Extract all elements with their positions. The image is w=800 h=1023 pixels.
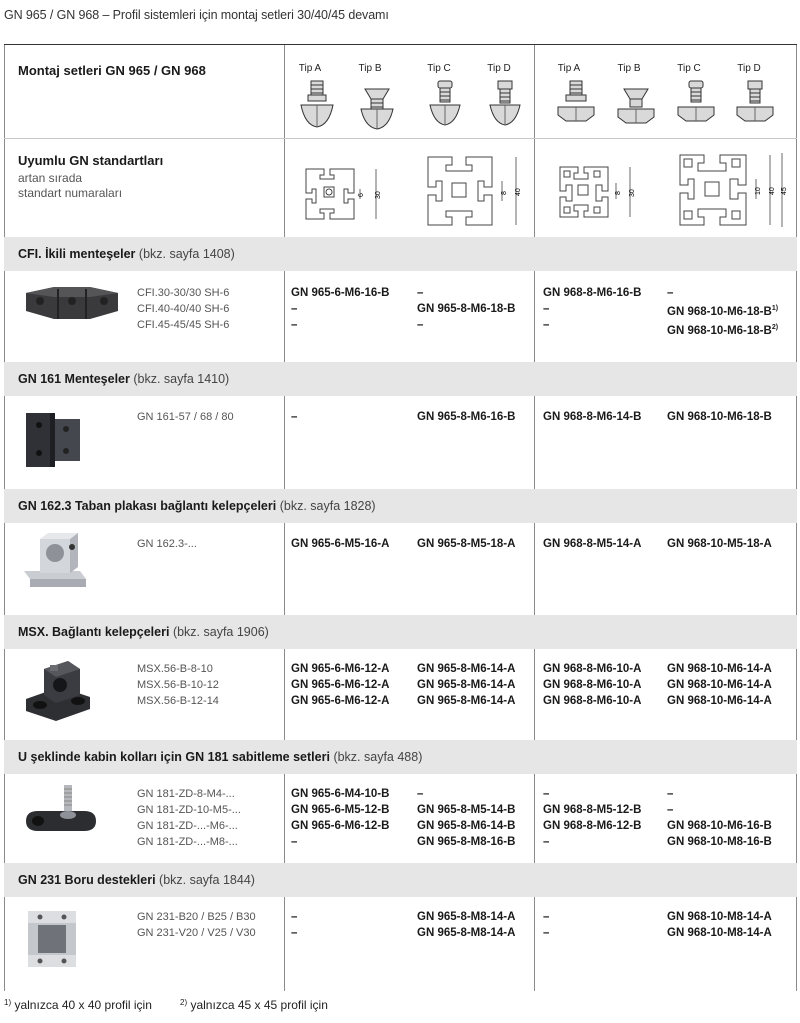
profile-30-968-icon <box>554 161 644 223</box>
gn231-r2-c1: – <box>291 927 298 939</box>
cfi-r1-c3: GN 968-8-M6-16-B <box>543 287 642 299</box>
gn162-r1-c2: GN 965-8-M5-18-A <box>417 538 516 550</box>
standards-header <box>4 139 797 237</box>
tip-c-label-965: Tip C <box>427 63 451 74</box>
section-msx-header <box>4 615 797 649</box>
gn181-r3-c1: GN 965-6-M6-12-B <box>291 820 390 832</box>
profile-30-icon <box>300 163 390 223</box>
cfi-model-1: CFI.30-30/30 SH-6 <box>137 287 230 299</box>
tip-b-label-965: Tip B <box>358 63 382 74</box>
cfi-r3-c2: – <box>417 319 424 331</box>
dim-30-b: 30 <box>629 189 636 197</box>
msx-col-968-10 <box>667 661 772 709</box>
bolt-tip-b-965-icon <box>359 85 395 131</box>
msx-models <box>137 661 219 709</box>
cfi-r1-c1: GN 965-6-M6-16-B <box>291 287 390 299</box>
gn231-col-968-8 <box>543 909 549 941</box>
msx-col-965-8 <box>417 661 515 709</box>
section-gn181-header <box>4 740 797 774</box>
gn231-models <box>137 909 256 941</box>
dim-40-b: 40 <box>769 187 776 195</box>
dim-8-a: 8 <box>501 191 508 195</box>
footnote-1-text: yalnızca 40 x 40 profil için <box>14 998 152 1012</box>
msx-model-3: MSX.56-B-12-14 <box>137 695 219 707</box>
gn231-r2-c3: – <box>543 927 550 939</box>
standards-sub-2: standart numaraları <box>18 186 123 200</box>
gn231-col-968-10 <box>667 909 772 941</box>
gn181-r4-c1: – <box>291 836 298 848</box>
cfi-hinge-image <box>22 283 122 323</box>
section-gn161-header <box>4 362 797 396</box>
profile-45-icon <box>674 149 788 233</box>
gn181-r1-c1: GN 965-6-M4-10-B <box>291 788 390 800</box>
cfi-col-965-8 <box>417 285 515 333</box>
gn231-support-image <box>20 905 84 971</box>
bolt-tip-a-968-icon <box>556 79 596 129</box>
gn231-r1-c4: GN 968-10-M8-14-A <box>667 911 772 923</box>
gn181-r2-c2: GN 965-8-M5-14-B <box>417 804 516 816</box>
dim-6: 6 <box>358 193 365 197</box>
gn162-models <box>137 536 197 552</box>
section-gn162-header <box>4 489 797 523</box>
msx-r3-c2: GN 965-8-M6-14-A <box>417 695 516 707</box>
gn161-models <box>137 409 234 425</box>
dim-10: 10 <box>755 187 762 195</box>
gn231-r2-c2: GN 965-8-M8-14-A <box>417 927 516 939</box>
gn161-model-1: GN 161-57 / 68 / 80 <box>137 411 234 423</box>
dim-40: 40 <box>515 188 522 196</box>
gn181-model-2: GN 181-ZD-10-M5-... <box>137 804 241 816</box>
msx-r3-c3: GN 968-8-M6-10-A <box>543 695 642 707</box>
footnote-2-text: yalnızca 45 x 45 profil için <box>190 998 328 1012</box>
section-gn231-ref: (bkz. sayfa 1844) <box>159 873 255 887</box>
gn231-r1-c1: – <box>291 911 298 923</box>
gn231-model-2: GN 231-V20 / V25 / V30 <box>137 927 256 939</box>
cfi-r2-c1: – <box>291 303 298 315</box>
section-cfi-header <box>4 237 797 271</box>
section-gn181-title: U şeklinde kabin kolları için GN 181 sabitleme setleri <box>18 750 330 764</box>
gn181-col-965-6 <box>291 786 389 850</box>
profile-40-icon <box>422 151 526 231</box>
gn181-r4-c4: GN 968-10-M8-16-B <box>667 836 772 848</box>
section-cfi-ref: (bkz. sayfa 1408) <box>138 247 235 261</box>
gn161-r1-c4: GN 968-10-M6-18-B <box>667 411 772 423</box>
bolt-tip-d-968-icon <box>735 79 775 129</box>
cfi-r2-c3: – <box>543 303 550 315</box>
gn181-r3-c3: GN 968-8-M6-12-B <box>543 820 642 832</box>
bolt-tip-d-965-icon <box>487 79 523 129</box>
bolt-tip-a-965-icon <box>299 79 335 129</box>
section-gn162-ref: (bkz. sayfa 1828) <box>279 499 376 513</box>
cfi-r2-c4: GN 968-10-M6-18-B <box>667 305 772 318</box>
gn231-col-965-6 <box>291 909 297 941</box>
gn162-clamp-image <box>20 531 90 593</box>
section-msx-ref: (bkz. sayfa 1906) <box>172 625 269 639</box>
gn181-model-4: GN 181-ZD-...-M8-... <box>137 836 238 848</box>
section-gn161-title: GN 161 Menteşeler <box>18 372 130 386</box>
dim-8-b: 8 <box>615 191 622 195</box>
bolt-tip-c-968-icon <box>676 79 716 129</box>
gn162-r1-c1: GN 965-6-M5-16-A <box>291 538 390 550</box>
cfi-r1-c2: – <box>417 287 424 299</box>
gn162-r1-c3: GN 968-8-M5-14-A <box>543 538 642 550</box>
msx-model-1: MSX.56-B-8-10 <box>137 663 213 675</box>
gn181-r4-c2: GN 965-8-M8-16-B <box>417 836 516 848</box>
gn231-r2-c4: GN 968-10-M8-14-A <box>667 927 772 939</box>
section-cfi-title: CFI. İkili menteşeler <box>18 247 136 261</box>
msx-r1-c4: GN 968-10-M6-14-A <box>667 663 772 675</box>
gn162-model-1: GN 162.3-... <box>137 538 197 550</box>
msx-r2-c2: GN 965-8-M6-14-A <box>417 679 516 691</box>
gn181-col-965-8 <box>417 786 515 850</box>
cfi-col-968-8 <box>543 285 641 333</box>
gn181-r3-c2: GN 965-8-M6-14-B <box>417 820 516 832</box>
msx-r3-c4: GN 968-10-M6-14-A <box>667 695 772 707</box>
mounting-sets-title: Montaj setleri GN 965 / GN 968 <box>18 63 206 78</box>
tip-c-label-968: Tip C <box>677 63 701 74</box>
msx-r2-c4: GN 968-10-M6-14-A <box>667 679 772 691</box>
tip-d-label-965: Tip D <box>487 63 511 74</box>
gn161-r1-c2: GN 965-8-M6-16-B <box>417 411 516 423</box>
gn181-r1-c4: – <box>667 788 674 800</box>
msx-model-2: MSX.56-B-10-12 <box>137 679 219 691</box>
gn181-col-968-8 <box>543 786 641 850</box>
gn181-model-3: GN 181-ZD-...-M6-... <box>137 820 238 832</box>
mounting-sets-header <box>4 45 797 139</box>
gn231-r1-c3: – <box>543 911 550 923</box>
cfi-col-965-6 <box>291 285 389 333</box>
msx-r3-c1: GN 965-6-M6-12-A <box>291 695 390 707</box>
cfi-r2-c4-footnote: 1) <box>771 305 779 312</box>
bolt-tip-c-965-icon <box>427 79 463 129</box>
footnote-1 <box>4 998 152 1012</box>
cfi-model-2: CFI.40-40/40 SH-6 <box>137 303 230 315</box>
gn181-set-image <box>20 781 104 841</box>
section-msx-title: MSX. Bağlantı kelepçeleri <box>18 625 170 639</box>
cfi-col-968-10 <box>667 285 778 339</box>
gn231-model-1: GN 231-B20 / B25 / B30 <box>137 911 256 923</box>
cfi-models <box>137 285 229 333</box>
gn181-r1-c3: – <box>543 788 550 800</box>
msx-clamp-image <box>20 657 96 725</box>
gn231-r1-c2: GN 965-8-M8-14-A <box>417 911 516 923</box>
gn181-r3-c4: GN 968-10-M6-16-B <box>667 820 772 832</box>
gn181-r1-c2: – <box>417 788 424 800</box>
footnote-2 <box>180 998 328 1012</box>
footnote-2-mark: 2) <box>180 998 188 1007</box>
gn162-r1-c4: GN 968-10-M5-18-A <box>667 538 772 550</box>
tip-a-label-965: Tip A <box>298 63 322 74</box>
gn181-col-968-10 <box>667 786 772 850</box>
tip-b-label-968: Tip B <box>617 63 641 74</box>
cfi-r3-c3: – <box>543 319 550 331</box>
footnote-1-mark: 1) <box>4 998 12 1007</box>
gn231-col-965-8 <box>417 909 515 941</box>
bolt-tip-b-968-icon <box>616 85 656 131</box>
tip-a-label-968: Tip A <box>557 63 581 74</box>
gn181-models <box>137 786 241 850</box>
cfi-r2-c2: GN 965-8-M6-18-B <box>417 303 516 315</box>
msx-col-968-8 <box>543 661 641 709</box>
msx-r1-c1: GN 965-6-M6-12-A <box>291 663 390 675</box>
gn161-r1-c1: – <box>291 411 298 423</box>
cfi-model-3: CFI.45-45/45 SH-6 <box>137 319 230 331</box>
cfi-r3-c4-footnote: 2) <box>771 323 779 331</box>
section-gn161-ref: (bkz. sayfa 1410) <box>133 372 230 386</box>
standards-title: Uyumlu GN standartları <box>18 153 164 168</box>
cfi-r3-c4: GN 968-10-M6-18-B <box>667 324 772 337</box>
gn161-r1-c3: GN 968-8-M6-14-B <box>543 411 642 423</box>
section-gn231-header <box>4 863 797 897</box>
msx-r2-c1: GN 965-6-M6-12-A <box>291 679 390 691</box>
gn181-model-1: GN 181-ZD-8-M4-... <box>137 788 235 800</box>
cfi-r1-c4: – <box>667 287 674 299</box>
msx-col-965-6 <box>291 661 389 709</box>
gn161-hinge-image <box>22 407 86 471</box>
section-gn231-title: GN 231 Boru destekleri <box>18 873 156 887</box>
gn181-r2-c4: – <box>667 804 674 816</box>
gn181-r4-c3: – <box>543 836 550 848</box>
standards-sub-1: artan sırada <box>18 171 83 185</box>
section-gn162-title: GN 162.3 Taban plakası bağlantı kelepçeleri <box>18 499 277 513</box>
cfi-r3-c1: – <box>291 319 298 331</box>
table-frame <box>4 45 797 991</box>
msx-r1-c2: GN 965-8-M6-14-A <box>417 663 516 675</box>
dim-45: 45 <box>781 187 788 195</box>
msx-r1-c3: GN 968-8-M6-10-A <box>543 663 642 675</box>
section-gn181-ref: (bkz. sayfa 488) <box>333 750 423 764</box>
msx-r2-c3: GN 968-8-M6-10-A <box>543 679 642 691</box>
gn181-r2-c3: GN 968-8-M5-12-B <box>543 804 642 816</box>
page-title: GN 965 / GN 968 – Profil sistemleri için montaj setleri 30/40/45 devamı <box>4 8 389 22</box>
dim-30: 30 <box>375 191 382 199</box>
gn181-r2-c1: GN 965-6-M5-12-B <box>291 804 390 816</box>
tip-d-label-968: Tip D <box>737 63 761 74</box>
